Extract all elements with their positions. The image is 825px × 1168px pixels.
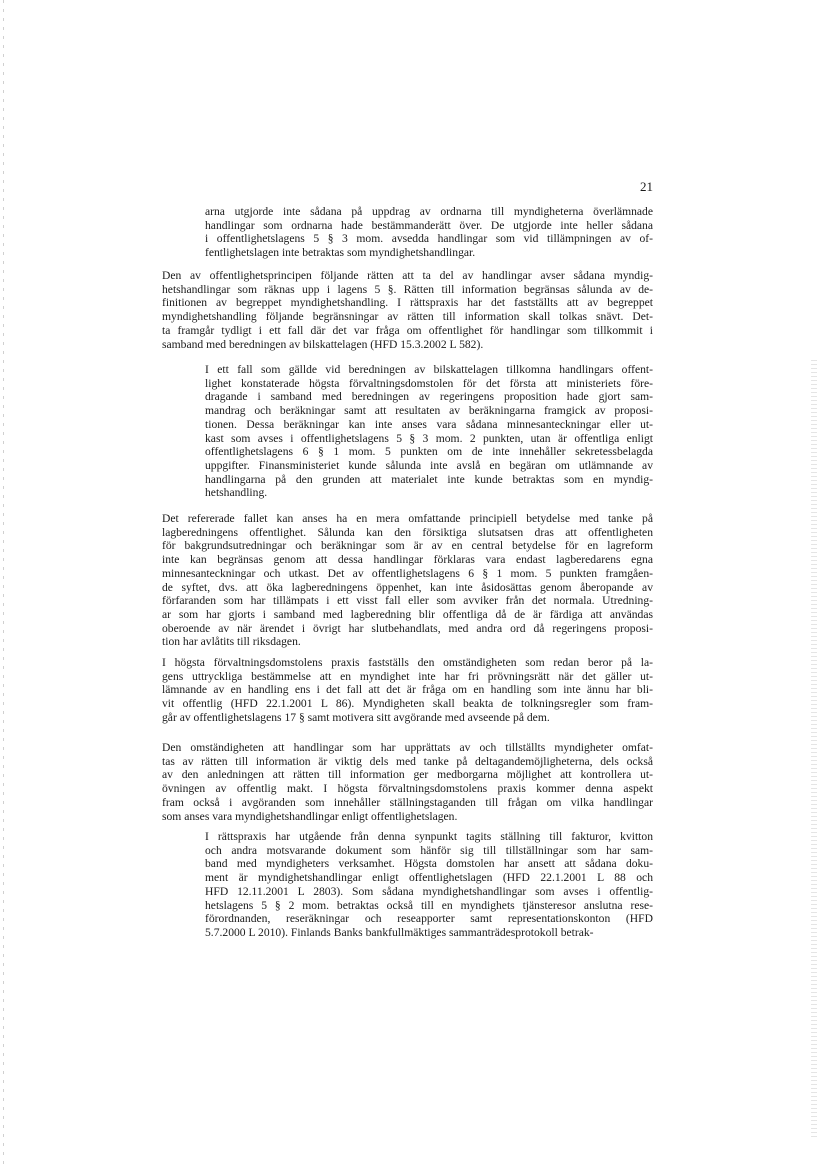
text-line: I rättspraxis har utgående från denna synpunkt tagits ställning till fakturor, kvitton <box>205 830 653 843</box>
text-line: övningen av offentlig makt. I högsta förvaltningsdomstolens praxis kommer denna aspekt <box>162 782 653 796</box>
text-line: hetslagens 5 § 2 mom. betraktas också till en myndighets tjänsteresor anslutna rese- <box>205 898 653 912</box>
text-line: arna utgjorde inte sådana på uppdrag av ordnarna till myndigheterna överlämnade <box>205 205 653 218</box>
text-line: Den av offentlighetsprincipen följande rätten att ta del av handlingar avser sådana myndig- <box>162 269 653 282</box>
text-line: ment är myndighetshandlingar enligt offentlighetslagen (HFD 22.1.2001 L 88 och <box>205 871 653 885</box>
scan-edge-left <box>3 0 4 1168</box>
quote-paragraph-1 <box>205 205 653 260</box>
text-line: av den anledningen att rätten till information ger medborgarna möjlighet att kontrollera ut- <box>162 768 653 782</box>
quote-paragraph-3 <box>205 830 653 940</box>
text-line: finitionen av begreppet myndighetshandling. I rättspraxis har det fastställts att av begreppet <box>162 296 653 310</box>
text-line: I ett fall som gällde vid beredningen av bilskattelagen tillkomna handlingars offent- <box>205 363 653 376</box>
text-line: I högsta förvaltningsdomstolens praxis fastställs den omständigheten som redan beror på la- <box>162 656 653 669</box>
text-line: dragande i samband med beredningen av regeringens proposition hade gjort sam- <box>205 390 653 404</box>
text-line: tionen. Dessa beräkningar kan inte anses vara sådana minnesanteckningar eller ut- <box>205 417 653 431</box>
body-paragraph-1 <box>162 269 653 351</box>
text-line: 5.7.2000 L 2010). Finlands Banks bankfullmäktiges sammanträdesprotokoll betrak- <box>205 925 594 939</box>
text-line: ar som har gjorts i samband med lagberedning blir offentliga då de är färdiga att användas <box>162 607 653 621</box>
text-line: minnesanteckningar och utkast. Det av offentlighetslagens 6 § 1 mom. 5 punkten framgåen- <box>162 566 653 580</box>
text-line: vit offentlig (HFD 22.1.2001 L 86). Myndigheten skall beakta de tolkningsregler som fram- <box>162 697 653 711</box>
text-line: Det refererade fallet kan anses ha en mera omfattande principiell betydelse med tanke på <box>162 512 653 525</box>
text-line: går av offentlighetslagens 17 § samt motivera sitt avgörande med avseende på dem. <box>162 710 550 724</box>
text-line: lighet konstaterade högsta förvaltningsdomstolen för det första att ministeriets före- <box>205 376 653 390</box>
text-line: handlingarna på den grunden att materialet inte kunde betraktas som en myndig- <box>205 472 653 486</box>
text-line: handlingar som ordnarna hade bestämmanderätt över. De utgjorde inte heller sådana <box>205 218 653 232</box>
text-line: uppgifter. Finansministeriet kunde sålunda inte avslå en begäran om utlämnande av <box>205 458 653 472</box>
text-line: Den omständigheten att handlingar som har upprättats av och tillställts myndigheter omfat- <box>162 741 653 754</box>
text-line: tas av rätten till information är viktig dels med tanke på deltagandemöjligheterna, dels också <box>162 754 653 768</box>
text-line: ta framgår tydligt i ett fall där det var fråga om offentlighet för handlingar som tillkommit i <box>162 323 653 337</box>
text-line: tion har avlåtits till riksdagen. <box>162 635 301 649</box>
body-paragraph-4 <box>162 741 653 823</box>
text-line: för bakgrundsutredningar och beräkningar som är av en central betydelse för en lagreform <box>162 539 653 553</box>
text-line: som anses vara myndighetshandlingar enligt offentlighetslagen. <box>162 809 458 823</box>
text-line: HFD 12.11.2001 L 2803). Som sådana myndighetshandlingar som avses i offentlig- <box>205 884 653 898</box>
text-line: förordnanden, reseräkningar och reseapporter samt representationskonton (HFD <box>205 912 653 926</box>
body-paragraph-3 <box>162 656 653 725</box>
text-line: hetshandlingar som räknas upp i lagens 5 §. Rätten till information begränsas sålunda av de- <box>162 282 653 296</box>
text-line: hetshandling. <box>205 486 268 500</box>
text-line: samband med beredningen av bilskattelagen (HFD 15.3.2002 L 582). <box>162 337 484 351</box>
scan-edge-right <box>811 360 817 1140</box>
text-line: lagberedningens offentlighet. Sålunda kan den försiktiga slutsatsen dras att offentligheten <box>162 525 653 539</box>
text-line: inte kan begränsas genom att dessa handlingar förklaras vara endast lagberedarens egna <box>162 553 653 567</box>
text-line: förfaranden som har tillämpats i ett visst fall eller som avviker från det normala. Utredning- <box>162 594 653 608</box>
quote-paragraph-2 <box>205 363 653 500</box>
text-line: och andra motsvarande dokument som hänför sig till tillställningar som har sam- <box>205 843 653 857</box>
text-line: gens uttryckliga bestämmelse att en myndighet inte har fri prövningsrätt när det gäller ut- <box>162 669 653 683</box>
text-line: de syftet, dvs. att öka lagberedningens öppenhet, kan inte åsidosättas genom åberopande av <box>162 580 653 594</box>
text-line: i offentlighetslagens 5 § 3 mom. avsedda handlingar som vid tillämpningen av of- <box>205 232 653 246</box>
text-line: fram också i avgöranden som innehåller ställningstaganden till frågan om vilka handlingar <box>162 795 653 809</box>
text-line: lämnande av en handling ens i det fall att det är fråga om en handling som inte ännu har bli- <box>162 683 653 697</box>
text-line: fentlighetslagen inte betraktas som myndighetshandlingar. <box>205 246 476 260</box>
text-line: mandrag och beräkningar samt att resultaten av beräkningarna framgick av proposi- <box>205 404 653 418</box>
text-line: band med myndigheters verksamhet. Högsta domstolen har ansett att sådana doku- <box>205 857 653 871</box>
text-line: oberoende av när ärendet i övrigt har slutbehandlats, med andra ord då regeringens proposi- <box>162 621 653 635</box>
page-number: 21 <box>640 179 653 194</box>
text-line: offentlighetslagens 6 § 1 mom. 5 punkten om de inte innehåller sekretessbelagda <box>205 445 653 459</box>
text-line: myndighetshandling följande begränsningar av rätten till information skall tolkas snävt. Det- <box>162 310 653 324</box>
body-paragraph-2 <box>162 512 653 649</box>
text-line: kast som avses i offentlighetslagens 5 § 3 mom. 2 punkten, utan är offentliga enligt <box>205 431 653 445</box>
